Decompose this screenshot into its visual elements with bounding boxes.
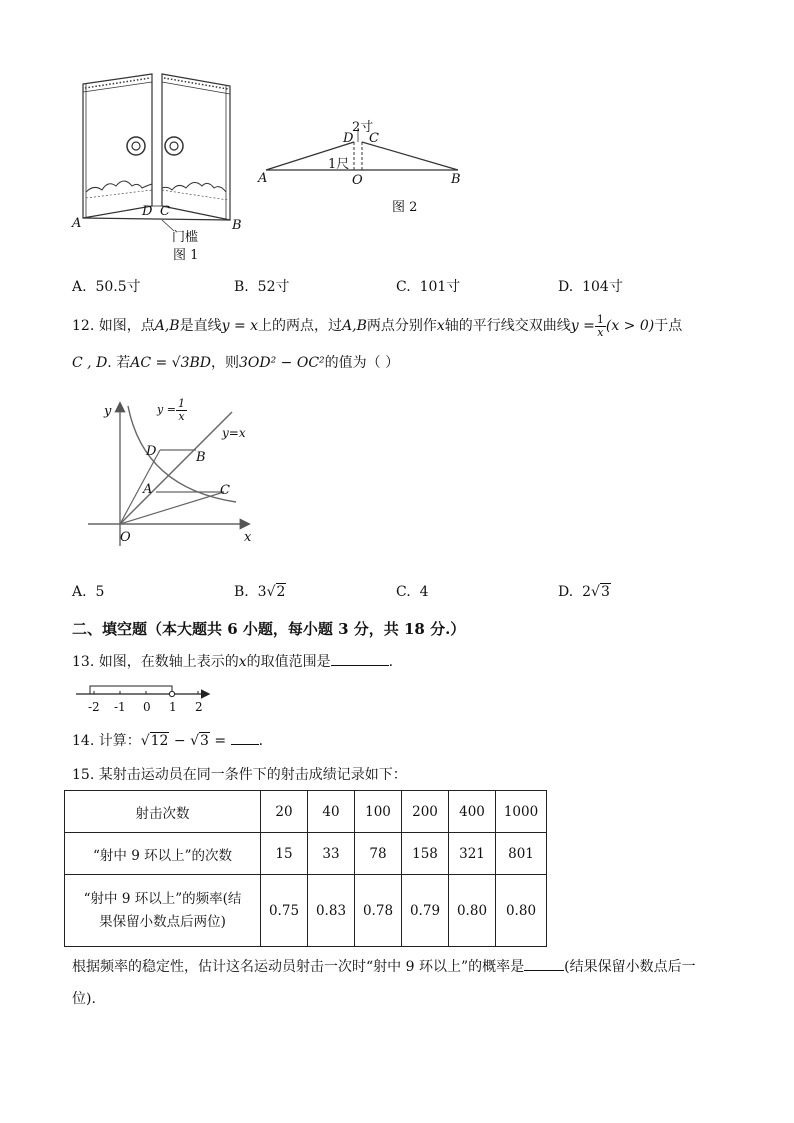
graph12-point-b: B — [196, 450, 206, 465]
table-cell: 1000 — [496, 791, 547, 833]
table-cell: 200 — [402, 791, 449, 833]
table-cell: 15 — [261, 833, 308, 875]
table-cell: 321 — [449, 833, 496, 875]
fig1-threshold-label: 门槛 — [172, 230, 199, 245]
fig2-1chi-label: 1尺 — [328, 157, 350, 172]
graph12-point-c: C — [220, 483, 230, 498]
graph12-line-label: y=x — [222, 426, 246, 440]
q15-answer-blank[interactable] — [524, 956, 564, 971]
table-cell: 100 — [355, 791, 402, 833]
q12-line-2: C , D. 若AC = √3BD，则3OD² − OC²的值为（ ） — [72, 355, 400, 371]
table-head-cell: “射中 9 环以上”的频率(结 果保留小数点后两位) — [65, 875, 261, 947]
fig1-point-a: A — [72, 216, 82, 231]
q11-choice-a: A. 50.5寸 — [72, 279, 141, 295]
q15-intro: 15. 某射击运动员在同一条件下的射击成绩记录如下： — [72, 767, 407, 783]
q15-conclusion-line-2: 位). — [72, 991, 96, 1007]
fig1-point-b: B — [232, 218, 242, 233]
fig1-point-d: D — [142, 204, 153, 219]
graph12-point-a: A — [143, 482, 153, 497]
table-cell: 0.83 — [308, 875, 355, 947]
q13-answer-blank[interactable] — [331, 651, 389, 666]
table-head-cell: 射击次数 — [65, 791, 261, 833]
q12-choice-c: C. 4 — [396, 584, 429, 600]
q12-choice-b: B. 3√2 — [234, 584, 286, 600]
graph12-axis-x: x — [244, 530, 252, 545]
table-cell: 0.78 — [355, 875, 402, 947]
table-row — [65, 833, 547, 875]
q12-choice-a: A. 5 — [72, 584, 105, 600]
q15-conclusion-line-1: 根据频率的稳定性，估计这名运动员射击一次时“射中 9 环以上”的概率是 (结果保留小数点后一 — [72, 956, 696, 976]
numberline-tick-neg1: -1 — [114, 700, 126, 714]
fig1-caption: 图 1 — [173, 248, 199, 263]
figure-1-doors — [70, 68, 250, 264]
section-title-fill-blank: 二、填空题（本大题共 6 小题，每小题 3 分，共 18 分.） — [72, 620, 466, 638]
numberline-tick-neg2: -2 — [88, 700, 100, 714]
table-row — [65, 791, 547, 833]
fig2-2cun-label: 2寸 — [352, 120, 374, 135]
q12-line-1: 12. 如图，点A,B是直线y = x上的两点，过A,B两点分别作x轴的平行线交双曲线y = $\frac{1}{x}$ (x > 0)于点 — [72, 313, 683, 339]
table-cell: 0.80 — [496, 875, 547, 947]
numberline-tick-1: 1 — [169, 700, 177, 714]
table-cell: 33 — [308, 833, 355, 875]
fig2-point-d: D — [343, 131, 354, 146]
fig2-caption: 图 2 — [392, 200, 418, 215]
q11-choice-c: C. 101寸 — [396, 279, 461, 295]
fig2-point-b: B — [451, 172, 461, 187]
fig1-point-c: C — [160, 204, 170, 219]
fig2-point-c: C — [369, 131, 379, 146]
table-cell: 78 — [355, 833, 402, 875]
table-cell: 158 — [402, 833, 449, 875]
numberline-tick-2: 2 — [195, 700, 203, 714]
table-cell: 801 — [496, 833, 547, 875]
q11-choice-b: B. 52寸 — [234, 279, 290, 295]
graph12-axis-y: y — [104, 404, 112, 419]
table-head-cell: “射中 9 环以上”的次数 — [65, 833, 261, 875]
q14-answer-blank[interactable] — [231, 730, 259, 745]
graph12-origin: O — [120, 530, 131, 545]
q15-shooting-table — [64, 790, 547, 947]
q14-text: 14. 计算：√12 − √3 = . — [72, 730, 263, 750]
fig2-point-a: A — [258, 171, 268, 186]
fig2-point-o: O — [352, 173, 363, 188]
table-cell: 40 — [308, 791, 355, 833]
table-cell: 0.80 — [449, 875, 496, 947]
q13-number-line — [74, 680, 214, 702]
graph12-curve-label: y = $\frac{1}{x}$ — [157, 397, 185, 423]
table-cell: 20 — [261, 791, 308, 833]
q12-fraction: $\frac{1}{x}$ — [596, 313, 604, 339]
q11-choice-d: D. 104寸 — [558, 279, 623, 295]
q12-choice-d: D. 2√3 — [558, 584, 610, 600]
table-cell: 400 — [449, 791, 496, 833]
table-row — [65, 875, 547, 947]
graph12-point-d: D — [146, 444, 157, 459]
q13-text: 13. 如图，在数轴上表示的x的取值范围是 . — [72, 651, 393, 671]
table-cell: 0.79 — [402, 875, 449, 947]
table-cell: 0.75 — [261, 875, 308, 947]
numberline-tick-0: 0 — [143, 700, 151, 714]
